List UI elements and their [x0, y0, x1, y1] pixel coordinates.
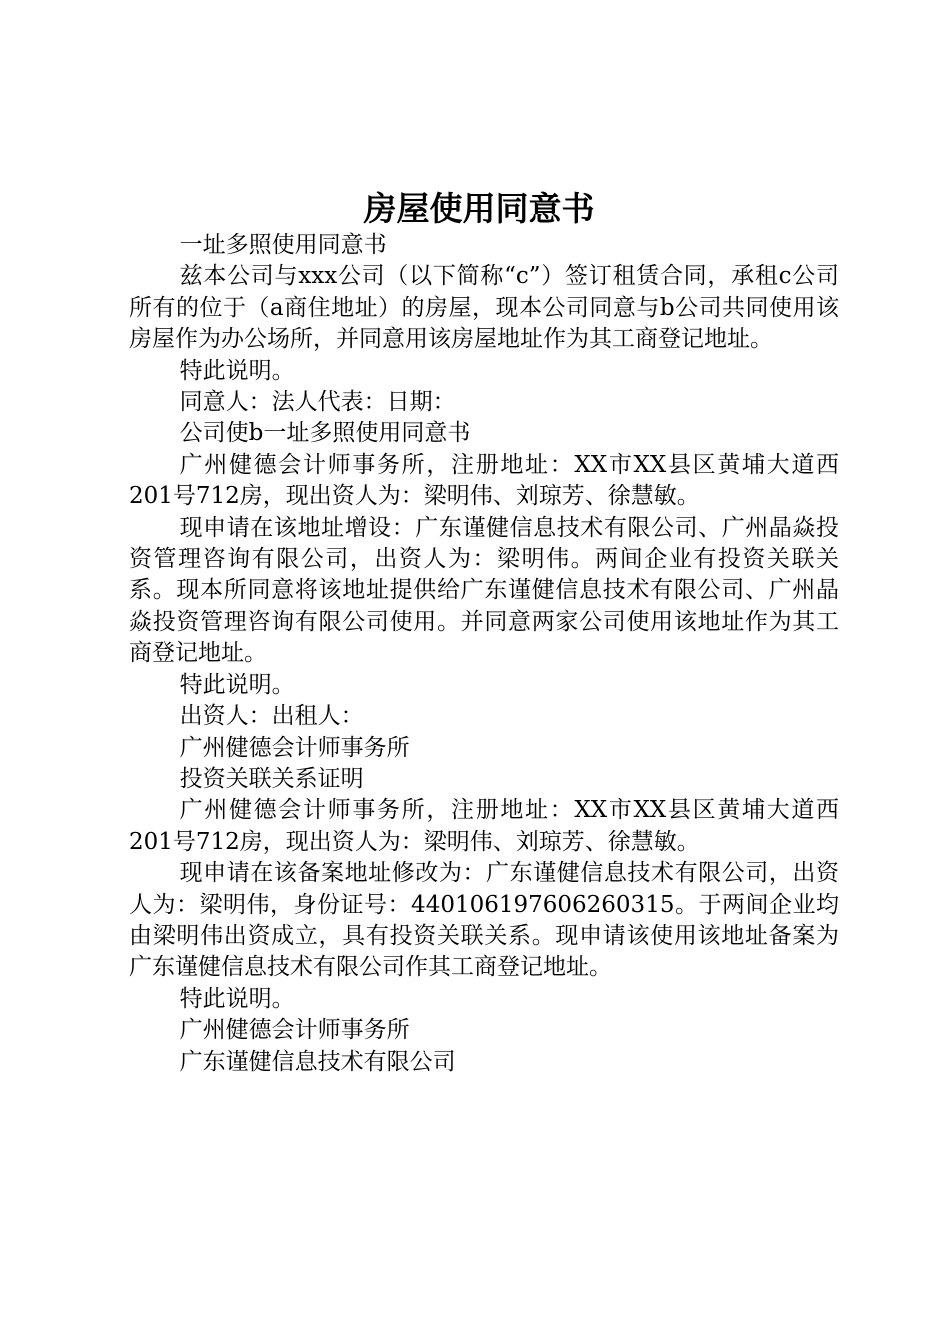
- paragraph-firm-address: 广州健德会计师事务所，注册地址：XX市XX县区黄埔大道西201号712房，现出资人为：梁明伟、刘琼芳、徐慧敏。: [129, 797, 839, 855]
- paragraph-statement: 特此说明。: [179, 671, 295, 698]
- paragraph-signatories: 出资人：出租人：: [179, 703, 364, 730]
- paragraph-signatories: 同意人：法人代表：日期：: [179, 389, 456, 416]
- paragraph-statement: 特此说明。: [179, 985, 295, 1012]
- document-title: 房屋使用同意书: [363, 189, 595, 228]
- paragraph-subtitle: 一址多照使用同意书: [179, 232, 387, 258]
- paragraph-firm-name: 广州健德会计师事务所: [179, 734, 410, 761]
- paragraph-application: 现申请在该地址增设：广东谨健信息技术有限公司、广州晶焱投资管理咨询有限公司，出资人为：梁明伟。两间企业有投资关联关系。现本所同意将该地址提供给广东谨健信息技术有限公司、广州晶焱投资管理咨询有限公司使用。并同意两家公司使用该地址作为其工商登记地址。: [129, 514, 839, 667]
- paragraph-heading: 投资关联关系证明: [179, 765, 364, 792]
- paragraph-application: 现申请在该备案地址修改为：广东谨健信息技术有限公司，出资人为：梁明伟，身份证号：440106197606260315。于两间企业均由梁明伟出资成立，具有投资关联关系。现申请该使用该地址备案为广东谨健信息技术有限公司作其工商登记地址。: [129, 860, 839, 981]
- document-body: [129, 230, 839, 1078]
- paragraph-firm-name: 广州健德会计师事务所: [179, 1017, 410, 1044]
- paragraph-lease-agreement: 兹本公司与xxx公司（以下简称“c”）签订租赁合同，承租c公司所有的位于（a商住地址）的房屋，现本公司同意与b公司共同使用该房屋作为办公场所，并同意用该房屋地址作为其工商登记地址。: [129, 263, 839, 353]
- paragraph-heading: 公司使b一址多照使用同意书: [179, 420, 471, 447]
- paragraph-company-name: 广东谨健信息技术有限公司: [179, 1048, 456, 1075]
- paragraph-firm-address: 广州健德会计师事务所，注册地址：XX市XX县区黄埔大道西201号712房，现出资人为：梁明伟、刘琼芳、徐慧敏。: [129, 451, 839, 510]
- paragraph-statement: 特此说明。: [179, 357, 295, 384]
